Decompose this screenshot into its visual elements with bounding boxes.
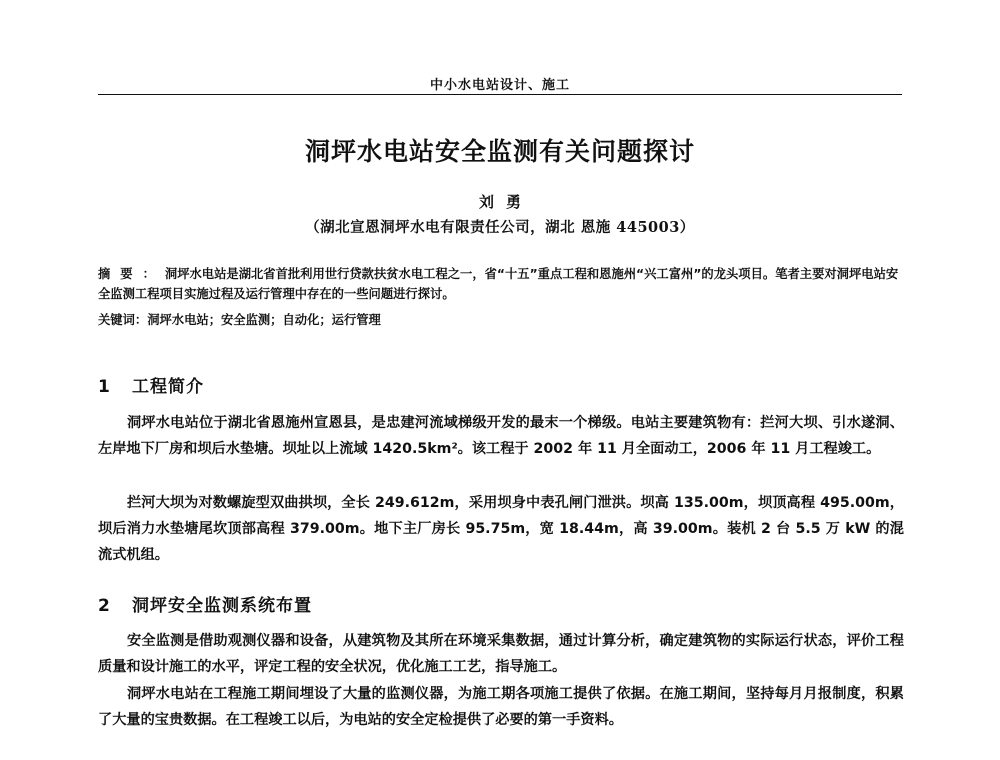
header-rule xyxy=(98,94,902,95)
section-number: 1 xyxy=(98,377,111,397)
body-paragraph: 洞坪水电站位于湖北省恩施州宣恩县，是忠建河流域梯级开发的最末一个梯级。电站主要建筑物有：拦河大坝、引水遂洞、左岸地下厂房和坝后水垫塘。坝址以上流域 1420.5km²。该工程于 2002 年 11 月全面动工，2006 年 11 月工程竣工。 xyxy=(98,415,904,457)
abstract xyxy=(98,264,906,304)
section-heading xyxy=(98,372,204,397)
section-heading xyxy=(98,591,312,616)
author-affiliation: （湖北宣恩洞坪水电有限责任公司，湖北 恩施 445003） xyxy=(305,219,695,236)
keywords-text: 洞坪水电站；安全监测；自动化；运行管理 xyxy=(147,313,381,327)
article-title: 洞坪水电站安全监测有关问题探讨 xyxy=(304,137,695,166)
body-paragraph: 拦河大坝为对数螺旋型双曲拱坝，全长 249.612m，采用坝身中表孔闸门泄洪。坝高 135.00m，坝顶高程 495.00m，坝后消力水垫塘尾坎顶部高程 379.00m。地下主厂房长 95.75m，宽 18.44m，高 39.00m。装机 2 台 5.5 万 kW 的混流式机组。 xyxy=(98,495,904,563)
running-header: 中小水电站设计、施工 xyxy=(429,78,570,93)
section-title: 洞坪安全监测系统布置 xyxy=(132,596,312,616)
keywords-label: 关键词： xyxy=(98,313,148,327)
keywords xyxy=(98,310,906,328)
abstract-label: 摘要： xyxy=(98,267,165,281)
section-number: 2 xyxy=(98,596,111,616)
body-paragraph: 洞坪水电站在工程施工期间埋设了大量的监测仪器，为施工期各项施工提供了依据。在施工期间，坚持每月月报制度，积累了大量的宝贵数据。在工程竣工以后，为电站的安全定检提供了必要的第一手资料。 xyxy=(98,686,904,728)
body-paragraph: 安全监测是借助观测仪器和设备，从建筑物及其所在环境采集数据，通过计算分析，确定建筑物的实际运行状态，评价工程质量和设计施工的水平，评定工程的安全状况，优化施工工艺，指导施工。 xyxy=(98,633,904,675)
abstract-text: 洞坪水电站是湖北省首批利用世行贷款扶贫水电工程之一，省“十五”重点工程和恩施州“兴工富州”的龙头项目。笔者主要对洞坪电站安全监测工程项目实施过程及运行管理中存在的一些问题进行探讨。 xyxy=(98,267,899,301)
author-name: 刘勇 xyxy=(478,193,533,211)
section-title: 工程简介 xyxy=(132,377,204,397)
